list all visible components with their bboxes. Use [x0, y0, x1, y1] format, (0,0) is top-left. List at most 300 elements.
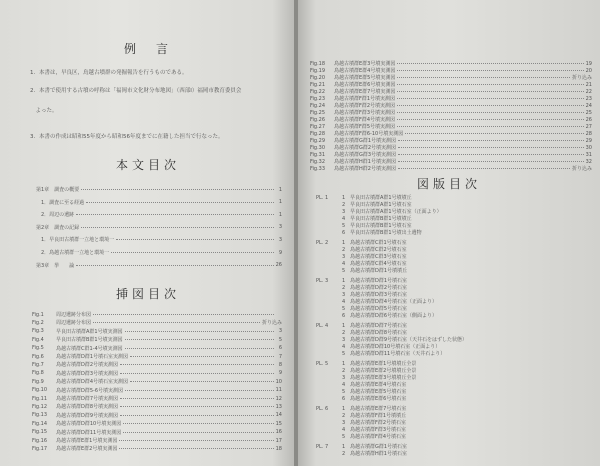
- plate-item-index: 5: [342, 351, 346, 357]
- figure-row: [32, 445, 282, 452]
- figure-page: 6: [278, 345, 282, 352]
- plate-item-label: 鳥越古墳群D群9号墳石室（天井石をはずした状態）: [350, 337, 468, 343]
- figure-number: Fig.29: [310, 137, 326, 144]
- plate-row: [316, 239, 407, 246]
- toc-page: 3: [278, 224, 282, 231]
- toc-page: 26: [275, 262, 282, 269]
- toc-row: [36, 199, 282, 206]
- plate-item-index: 5: [342, 223, 346, 229]
- figure-number: Fig.15: [32, 429, 48, 436]
- figure-row: [310, 88, 592, 95]
- figure-number: Fig.26: [310, 116, 326, 123]
- figure-label: 鳥越古墳群H群2号墳実測図: [334, 166, 396, 172]
- figure-row: [310, 116, 592, 123]
- plate-row: [316, 412, 406, 419]
- plate-item-label: 鳥越古墳群C群2号墳石室: [350, 247, 407, 253]
- heading-honbun-toc: 本文目次: [115, 158, 180, 172]
- figure-row: [310, 137, 592, 144]
- plate-item-label: 鳥越古墳群D群6号墳石室（側面より）: [350, 313, 438, 319]
- plate-row: [316, 405, 406, 412]
- plate-row: [316, 433, 406, 440]
- leader-dots: [86, 202, 274, 203]
- plate-item-label: 早良田古墳群A群1号墳石室（正面より）: [350, 209, 442, 215]
- leader-dots: [111, 252, 274, 253]
- plate-item-label: 鳥越古墳群E群2号墳墳丘全景: [350, 368, 417, 374]
- toc-label: 第3章 挙 論: [36, 262, 75, 269]
- plate-item-label: 鳥越古墳群C群4号墳石室: [350, 261, 407, 267]
- left-page: [0, 0, 296, 466]
- plate-row: [316, 291, 407, 298]
- toc-label: 1．早良田古墳群一立地と環境一: [36, 237, 115, 244]
- figure-page: 19: [585, 60, 592, 67]
- figure-page: 8: [278, 361, 282, 368]
- plate-number: PL. 6: [316, 406, 329, 412]
- plate-row: [316, 260, 407, 267]
- toc-page: 1: [278, 199, 282, 206]
- figure-number: Fig.9: [32, 378, 44, 385]
- figure-row: [32, 395, 282, 402]
- figure-label: 鳥越古墳群F群6-10号墳実測図: [334, 131, 404, 137]
- leader-dots: [397, 91, 583, 92]
- plate-row: [316, 336, 467, 343]
- figure-row: [310, 151, 592, 158]
- figure-number: Fig.20: [310, 74, 326, 81]
- plate-number: PL. 5: [316, 361, 329, 367]
- figure-page: 25: [585, 109, 592, 116]
- plate-item-index: 5: [342, 389, 346, 395]
- figure-label: 鳥越古墳群F群5号墳実測図: [334, 124, 396, 130]
- figure-number: Fig.14: [32, 420, 48, 427]
- figure-label: 周辺遺跡分布図: [56, 312, 92, 318]
- toc-page: 1: [278, 186, 282, 193]
- plate-item-index: 2: [342, 330, 346, 336]
- plate-row: [316, 194, 412, 201]
- plate-item-index: 4: [342, 299, 346, 305]
- plate-row: [316, 450, 407, 457]
- figure-label: 鳥越古墳群F群2号墳実測図: [334, 103, 396, 109]
- plate-number: PL. 3: [316, 278, 329, 284]
- plate-item-index: 5: [342, 306, 346, 312]
- plate-row: [316, 284, 407, 291]
- figure-number: Fig.27: [310, 123, 326, 130]
- figure-page: 15: [275, 420, 282, 427]
- figure-number: Fig.12: [32, 403, 48, 410]
- figure-page: 7: [278, 353, 282, 360]
- figure-page: 32: [585, 158, 592, 165]
- figure-number: Fig.21: [310, 81, 326, 88]
- leader-dots: [120, 415, 274, 416]
- figure-row: [32, 420, 282, 427]
- figure-row: [310, 130, 592, 137]
- plate-item-label: 鳥越古墳群F群2号墳石室: [350, 420, 407, 426]
- figure-label: 鳥越古墳群E群4号墳実測図: [334, 68, 396, 74]
- figure-label: 鳥越古墳群D群10号墳実測図: [56, 421, 122, 428]
- plate-item-index: 1: [342, 406, 346, 412]
- figure-label: 鳥越古墳群E群6号墳実測図: [334, 82, 396, 88]
- figure-label: 鳥越古墳群D群3号墳実測図: [56, 370, 119, 377]
- figure-number: Fig.7: [32, 361, 44, 368]
- figure-row: [32, 412, 282, 419]
- figure-number: Fig.31: [310, 151, 326, 158]
- toc-label: 第1章 調査の概要: [36, 187, 80, 193]
- toc-label: 2．周辺の遺跡: [36, 212, 75, 219]
- figure-label: 鳥越古墳群G群3号墳実測図: [334, 152, 397, 158]
- figure-number: Fig.23: [310, 95, 326, 102]
- figure-row: [310, 158, 592, 165]
- plate-row: [316, 298, 437, 305]
- toc-label: 2．鳥越古墳群一立地と環境一: [36, 250, 110, 256]
- plate-item-label: 鳥越古墳群E群6号墳石室: [350, 396, 407, 402]
- figure-page: 13: [275, 403, 282, 410]
- figure-number: Fig.30: [310, 144, 326, 151]
- plate-item-index: 2: [342, 368, 346, 374]
- plate-number: PL. 7: [316, 444, 329, 450]
- figure-number: Fig.13: [32, 412, 48, 419]
- leader-dots: [130, 356, 274, 357]
- plate-item-label: 鳥越古墳群G群1号墳石室: [350, 444, 408, 450]
- figure-number: Fig.32: [310, 158, 326, 165]
- plate-item-index: 5: [342, 434, 346, 440]
- figure-label: 鳥越古墳群D群4号墳石室実測図: [56, 379, 129, 386]
- plate-row: [316, 215, 412, 222]
- plate-item-label: 鳥越古墳群D群2号墳石室: [350, 285, 408, 291]
- figure-number: Fig.28: [310, 130, 326, 137]
- plate-row: [316, 201, 412, 208]
- plate-item-label: 早良田古墳群B群1号墳出土遺物: [350, 230, 422, 236]
- leader-dots: [81, 189, 274, 190]
- plate-item-index: 3: [342, 209, 346, 215]
- plate-item-index: 3: [342, 254, 346, 260]
- plate-item-label: 鳥越古墳群D群5号墳石室: [350, 306, 408, 312]
- plate-row: [316, 350, 445, 357]
- plate-item-index: 6: [342, 313, 346, 319]
- leader-dots: [119, 448, 273, 449]
- figure-label: 鳥越古墳群D群11号墳実測図: [56, 429, 122, 436]
- plate-item-index: 3: [342, 292, 346, 298]
- plate-row: [316, 267, 407, 274]
- figure-label: 鳥越古墳群E群7号墳実測図: [334, 89, 396, 95]
- leader-dots: [397, 77, 570, 78]
- leader-dots: [397, 105, 584, 106]
- plate-number: PL. 4: [316, 323, 329, 329]
- plate-item-index: 1: [342, 444, 346, 450]
- plate-item-label: 鳥越古墳群E群4号墳石室: [350, 382, 407, 388]
- plate-item-index: 1: [342, 195, 346, 201]
- leader-dots: [93, 322, 260, 323]
- figure-row: [32, 336, 282, 343]
- plate-item-label: 鳥越古墳群D群11号墳石室（天井石より）: [350, 351, 446, 357]
- figure-label: 鳥越古墳群D群7号墳実測図: [56, 396, 119, 402]
- note-line: 1．本書は，早良区，鳥越古墳群の発掘報告を行うものである。: [30, 70, 188, 76]
- plate-item-index: 2: [342, 247, 346, 253]
- figure-number: Fig.8: [32, 370, 44, 377]
- plate-item-label: 鳥越古墳群D群7号墳石室: [350, 323, 408, 329]
- figure-number: Fig.1: [32, 311, 44, 318]
- leader-dots: [93, 314, 274, 315]
- figure-label: 鳥越古墳群H群1号墳実測図: [334, 159, 396, 165]
- toc-row: [36, 224, 282, 231]
- figure-page: 21: [585, 81, 592, 88]
- figure-number: Fig.24: [310, 102, 326, 109]
- figure-label: 鳥越古墳群D群8号墳実測図: [56, 404, 119, 411]
- figure-number: Fig.16: [32, 437, 48, 444]
- plate-row: [316, 312, 437, 319]
- figure-label: 鳥越古墳群E群1号墳実測図: [56, 438, 118, 444]
- figure-number: Fig.6: [32, 353, 44, 360]
- note-line: よった。: [30, 108, 58, 114]
- plate-item-label: 鳥越古墳群F群3号墳石室: [350, 427, 407, 433]
- leader-dots: [120, 373, 274, 374]
- leader-dots: [119, 440, 273, 441]
- figure-label: 鳥越古墳群F群4号墳実測図: [334, 117, 396, 123]
- heading-reigen: 例 言: [123, 42, 172, 56]
- figure-row: [310, 165, 592, 172]
- figure-number: Fig.4: [32, 336, 44, 343]
- leader-dots: [397, 84, 583, 85]
- figure-page: 5: [278, 336, 282, 343]
- leader-dots: [125, 331, 274, 332]
- figure-row: [32, 345, 282, 352]
- plate-number: PL. 2: [316, 240, 329, 246]
- figure-row: [32, 437, 282, 444]
- figure-page: 18: [275, 445, 282, 452]
- figure-label: 鳥越古墳群D群9号墳実測図: [56, 412, 119, 419]
- plate-item-index: 3: [342, 375, 346, 381]
- heading-figure-toc: 挿図目次: [115, 287, 180, 301]
- leader-dots: [76, 265, 273, 266]
- figure-label: 鳥越古墳群D群1号墳石室実測図: [56, 354, 129, 360]
- leader-dots: [81, 227, 274, 228]
- plate-row: [316, 222, 412, 229]
- figure-page: 折り込み: [261, 320, 282, 327]
- plate-item-index: 2: [342, 202, 346, 208]
- leader-dots: [398, 154, 584, 155]
- leader-dots: [397, 70, 583, 71]
- figure-label: 鳥越古墳群F群3号墳実測図: [334, 110, 396, 116]
- toc-page: 9: [278, 249, 282, 256]
- figure-number: Fig.5: [32, 345, 44, 352]
- figure-number: Fig.33: [310, 165, 326, 172]
- figure-row: [310, 109, 592, 116]
- figure-row: [32, 319, 282, 326]
- plate-row: [316, 388, 406, 395]
- plate-item-label: 早良田古墳群A群1号墳石室: [350, 202, 412, 208]
- plate-item-label: 鳥越古墳群H群1号墳石室: [350, 451, 407, 457]
- figure-page: 22: [585, 88, 592, 95]
- figure-label: 鳥越古墳群D群2号墳実測図: [56, 362, 119, 369]
- plate-row: [316, 374, 416, 381]
- toc-page: 3: [278, 236, 282, 243]
- plate-row: [316, 277, 407, 284]
- leader-dots: [398, 161, 584, 162]
- plate-row: [316, 395, 406, 402]
- figure-row: [310, 74, 592, 81]
- figure-page: 26: [585, 116, 592, 123]
- figure-page: 23: [585, 95, 592, 102]
- leader-dots: [397, 119, 584, 120]
- figure-row: [32, 370, 282, 377]
- plate-row: [316, 343, 440, 350]
- toc-row: [36, 186, 282, 193]
- toc-label: 第2章 調査の記録: [36, 224, 80, 231]
- plate-item-index: 1: [342, 240, 346, 246]
- plate-row: [316, 443, 407, 450]
- toc-row: [36, 211, 282, 218]
- figure-number: Fig.2: [32, 319, 44, 326]
- leader-dots: [397, 63, 583, 64]
- figure-page: 31: [585, 151, 592, 158]
- plate-item-index: 4: [342, 216, 346, 222]
- plate-row: [316, 367, 416, 374]
- plate-row: [316, 253, 407, 260]
- figure-label: 早良田古墳群B群1号墳実測図: [56, 337, 123, 344]
- figure-label: 早良田古墳群A群1号墳実測図: [56, 328, 123, 335]
- plate-item-index: 1: [342, 323, 346, 329]
- plate-row: [316, 381, 406, 388]
- plate-number: PL. 1: [316, 195, 329, 201]
- plate-item-index: 4: [342, 427, 346, 433]
- figure-label: 鳥越古墳群E群5号墳実測図: [334, 75, 396, 81]
- plate-item-index: 3: [342, 420, 346, 426]
- figure-label: 鳥越古墳群D群5-6号墳実測図: [56, 387, 124, 394]
- figure-label: 鳥越古墳群E群3号墳実測図: [334, 61, 396, 67]
- figure-page: 折り込み: [571, 75, 592, 81]
- figure-row: [32, 387, 282, 394]
- figure-page: 29: [585, 137, 592, 144]
- figure-page: 30: [585, 144, 592, 151]
- leader-dots: [123, 432, 273, 433]
- plate-row: [316, 360, 416, 367]
- plate-item-index: 2: [342, 285, 346, 291]
- figure-row: [32, 311, 282, 318]
- figure-number: Fig.22: [310, 88, 326, 95]
- figure-page: 3: [278, 328, 282, 335]
- plate-item-label: 鳥越古墳群C群1号墳石室: [350, 240, 407, 246]
- leader-dots: [120, 364, 274, 365]
- figure-page: 20: [585, 67, 592, 74]
- figure-row: [32, 403, 282, 410]
- leader-dots: [130, 381, 274, 382]
- plate-row: [316, 229, 422, 236]
- plate-row: [316, 329, 407, 336]
- leader-dots: [397, 126, 584, 127]
- plate-item-label: 鳥越古墳群E群3号墳墳丘全景: [350, 375, 417, 381]
- figure-row: [32, 429, 282, 436]
- figure-label: 鳥越古墳群F群1号墳実測図: [334, 96, 396, 102]
- right-page: [298, 0, 600, 466]
- plate-item-index: 4: [342, 382, 346, 388]
- figure-number: Fig.17: [32, 445, 48, 452]
- plate-item-index: 1: [342, 361, 346, 367]
- figure-number: Fig.3: [32, 328, 44, 335]
- leader-dots: [120, 398, 274, 399]
- figure-row: [310, 67, 592, 74]
- leader-dots: [123, 423, 273, 424]
- figure-row: [32, 328, 282, 335]
- leader-dots: [397, 112, 584, 113]
- leader-dots: [125, 390, 274, 391]
- leader-dots: [398, 147, 584, 148]
- plate-item-label: 鳥越古墳群E群1号墳墳丘全景: [350, 361, 417, 367]
- leader-dots: [125, 348, 274, 349]
- figure-row: [32, 353, 282, 360]
- plate-item-label: 早良田古墳群A群1号墳墳丘: [350, 195, 412, 201]
- figure-page: 12: [275, 395, 282, 402]
- toc-label: 1．調査に至る経過: [36, 199, 85, 206]
- leader-dots: [125, 339, 274, 340]
- plate-row: [316, 305, 407, 312]
- figure-number: Fig.25: [310, 109, 326, 116]
- figure-number: Fig.18: [310, 60, 326, 67]
- plate-item-index: 2: [342, 451, 346, 457]
- figure-row: [32, 378, 282, 385]
- leader-dots: [76, 214, 274, 215]
- figure-label: 鳥越古墳群E群2号墳実測図: [56, 446, 118, 453]
- figure-page: 折り込み: [571, 166, 592, 172]
- figure-page: 24: [585, 102, 592, 109]
- figure-row: [310, 95, 592, 102]
- plate-item-label: 鳥越古墳群E群5号墳石室: [350, 389, 407, 395]
- figure-label: 周辺遺跡分布図: [56, 320, 92, 327]
- figure-row: [310, 144, 592, 151]
- plate-item-label: 鳥越古墳群C群3号墳石室: [350, 254, 407, 260]
- figure-page: 16: [275, 429, 282, 436]
- plate-item-label: 早良田古墳群B群1号墳石室: [350, 223, 412, 229]
- plate-item-index: 4: [342, 344, 346, 350]
- figure-label: 鳥越古墳群C群1-4号墳実測図: [56, 345, 123, 352]
- plate-item-label: 鳥越古墳群D群1号墳石室: [350, 278, 408, 284]
- plate-item-label: 鳥越古墳群F群1号墳墳丘: [350, 413, 407, 419]
- figure-row: [310, 102, 592, 109]
- figure-page: 17: [275, 437, 282, 444]
- plate-item-index: 5: [342, 268, 346, 274]
- heading-plate-toc: 図版目次: [416, 177, 481, 191]
- figure-page: 9: [278, 370, 282, 377]
- figure-page: 10: [275, 378, 282, 385]
- figure-number: Fig.19: [310, 67, 326, 74]
- toc-page: 1: [278, 211, 282, 218]
- leader-dots: [405, 133, 583, 134]
- toc-row: [36, 249, 282, 256]
- toc-row: [36, 236, 282, 243]
- plate-row: [316, 419, 406, 426]
- figure-row: [310, 81, 592, 88]
- plate-item-label: 鳥越古墳群D群1号墳墳丘: [350, 268, 408, 274]
- figure-row: [32, 361, 282, 368]
- toc-row: [36, 262, 282, 269]
- plate-row: [316, 246, 407, 253]
- figure-label: 鳥越古墳群G群2号墳実測図: [334, 145, 397, 151]
- plate-row: [316, 426, 406, 433]
- figure-label: 鳥越古墳群G群1号墳実測図: [334, 138, 397, 144]
- leader-dots: [397, 98, 584, 99]
- note-line: 2．本書で使用する古墳の呼称は「福岡市文化財分布地図」（西部Ⅰ）福岡市教育委員会: [30, 88, 242, 94]
- plate-item-index: 6: [342, 230, 346, 236]
- leader-dots: [398, 168, 570, 169]
- figure-page: 11: [275, 387, 282, 394]
- figure-row: [310, 60, 592, 67]
- plate-item-index: 2: [342, 413, 346, 419]
- plate-row: [316, 322, 407, 329]
- figure-page: 27: [585, 123, 592, 130]
- plate-item-index: 4: [342, 261, 346, 267]
- figure-page: 28: [585, 130, 592, 137]
- leader-dots: [120, 406, 274, 407]
- figure-number: Fig.11: [32, 395, 48, 402]
- figure-number: Fig.10: [32, 387, 48, 394]
- plate-item-label: 鳥越古墳群E群7号墳石室: [350, 406, 407, 412]
- figure-page: 14: [275, 412, 282, 419]
